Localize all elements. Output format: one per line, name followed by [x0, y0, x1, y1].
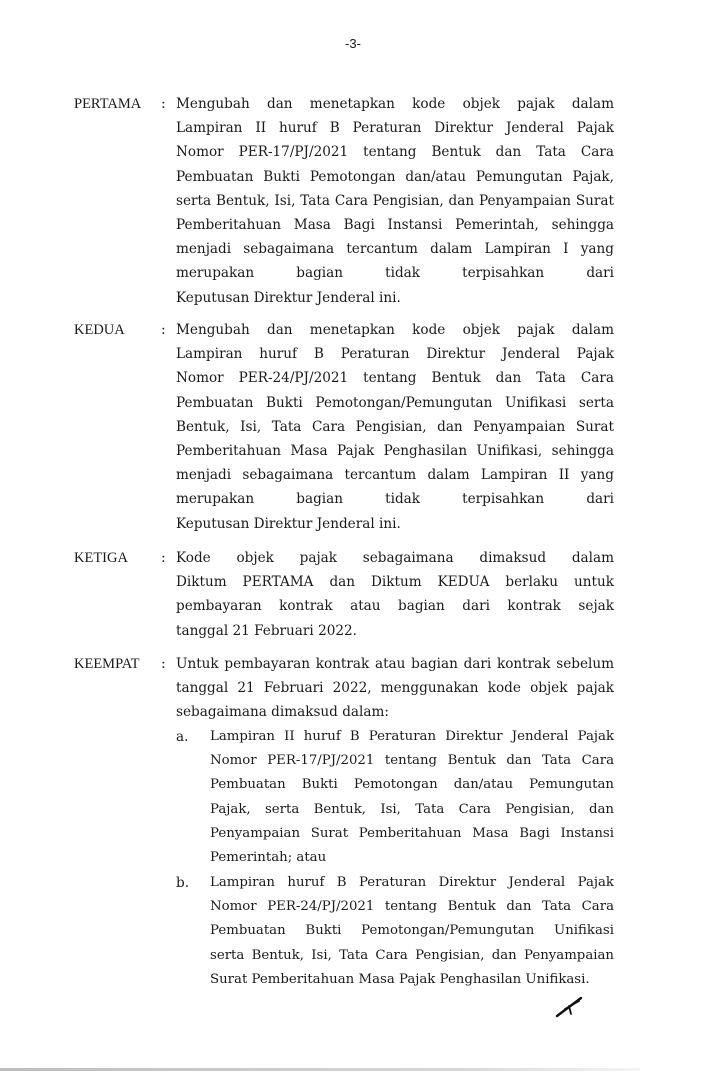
- list-marker: b.: [176, 875, 190, 891]
- diktum-label: PERTAMA: [74, 96, 142, 112]
- text-line: serta Bentuk, Isi, Tata Cara Pengisian, dan Penyampaian: [210, 947, 614, 963]
- text-line: Bentuk, Isi, Tata Cara Pengisian, dan Penyampaian Surat: [176, 418, 614, 435]
- diktum-body: [176, 546, 614, 643]
- text-line: Nomor PER-24/PJ/2021 tentang Bentuk dan Tata Cara: [176, 370, 614, 387]
- text-line: Kode objek pajak sebagaimana dimaksud dalam: [176, 550, 614, 566]
- text-line: Keputusan Direktur Jenderal ini.: [176, 289, 401, 306]
- page-bottom-edge: [0, 1068, 640, 1071]
- text-line: Surat Pemberitahuan Masa Pajak Penghasilan Unifikasi.: [210, 971, 590, 987]
- text-line: Lampiran II huruf B Peraturan Direktur Jenderal Pajak: [176, 120, 614, 137]
- page-number: -3-: [345, 36, 361, 51]
- text-line: merupakan bagian tidak terpisahkan dari: [176, 265, 614, 282]
- text-line: tanggal 21 Februari 2022.: [176, 622, 357, 639]
- text-line: Pemberitahuan Masa Bagi Instansi Pemerintah, sehingga: [176, 217, 614, 234]
- text-line: tanggal 21 Februari 2022, menggunakan kode objek pajak: [176, 680, 614, 697]
- diktum-label: KEEMPAT: [74, 656, 140, 672]
- text-line: Diktum PERTAMA dan Diktum KEDUA berlaku untuk: [176, 574, 614, 591]
- diktum-colon: :: [161, 656, 166, 672]
- diktum-body: [176, 92, 614, 310]
- sublist-text: [210, 871, 614, 992]
- text-line: serta Bentuk, Isi, Tata Cara Pengisian, dan Penyampaian Surat: [176, 192, 614, 209]
- sublist-text: [210, 725, 614, 870]
- text-line: Pembuatan Bukti Pemotongan dan/atau Pemungutan Pajak,: [176, 168, 614, 185]
- diktum-body: [176, 318, 614, 536]
- text-line: Pembuatan Bukti Pemotongan/Pemungutan Unifikasi: [210, 923, 614, 939]
- text-line: Lampiran huruf B Peraturan Direktur Jenderal Pajak: [176, 346, 614, 363]
- diktum-label: KETIGA: [74, 550, 128, 566]
- diktum-body: [176, 652, 614, 725]
- text-line: Pembuatan Bukti Pemotongan dan/atau Pemungutan: [210, 777, 614, 793]
- text-line: Lampiran huruf B Peraturan Direktur Jenderal Pajak: [210, 875, 614, 890]
- text-line: merupakan bagian tidak terpisahkan dari: [176, 491, 614, 508]
- diktum-colon: :: [161, 322, 166, 338]
- text-line: Pemberitahuan Masa Pajak Penghasilan Unifikasi, sehingga: [176, 443, 614, 460]
- text-line: Pemerintah; atau: [210, 850, 327, 866]
- text-line: Lampiran II huruf B Peraturan Direktur Jenderal Pajak: [210, 729, 614, 744]
- text-line: Untuk pembayaran kontrak atau bagian dari kontrak sebelum: [176, 656, 614, 672]
- diktum-colon: :: [161, 550, 166, 566]
- text-line: Keputusan Direktur Jenderal ini.: [176, 515, 401, 532]
- diktum-label: KEDUA: [74, 322, 125, 338]
- text-line: sebagaimana dimaksud dalam:: [176, 704, 389, 721]
- text-line: Pajak, serta Bentuk, Isi, Tata Cara Pengisian, dan: [210, 801, 614, 817]
- diktum-colon: :: [161, 96, 166, 112]
- text-line: Nomor PER-17/PJ/2021 tentang Bentuk dan Tata Cara: [176, 144, 614, 161]
- text-line: pembayaran kontrak atau bagian dari kontrak sejak: [176, 598, 614, 615]
- list-marker: a.: [176, 729, 189, 745]
- text-line: Mengubah dan menetapkan kode objek pajak dalam: [176, 96, 614, 112]
- text-line: Nomor PER-24/PJ/2021 tentang Bentuk dan Tata Cara: [210, 899, 614, 915]
- text-line: menjadi sebagaimana tercantum dalam Lampiran II yang: [176, 467, 614, 484]
- text-line: Mengubah dan menetapkan kode objek pajak dalam: [176, 322, 614, 338]
- initial-signature-icon: [555, 996, 587, 1022]
- text-line: Nomor PER-17/PJ/2021 tentang Bentuk dan Tata Cara: [210, 753, 614, 769]
- text-line: Pembuatan Bukti Pemotongan/Pemungutan Unifikasi serta: [176, 394, 614, 411]
- text-line: menjadi sebagaimana tercantum dalam Lampiran I yang: [176, 241, 614, 258]
- text-line: Penyampaian Surat Pemberitahuan Masa Bagi Instansi: [210, 825, 614, 841]
